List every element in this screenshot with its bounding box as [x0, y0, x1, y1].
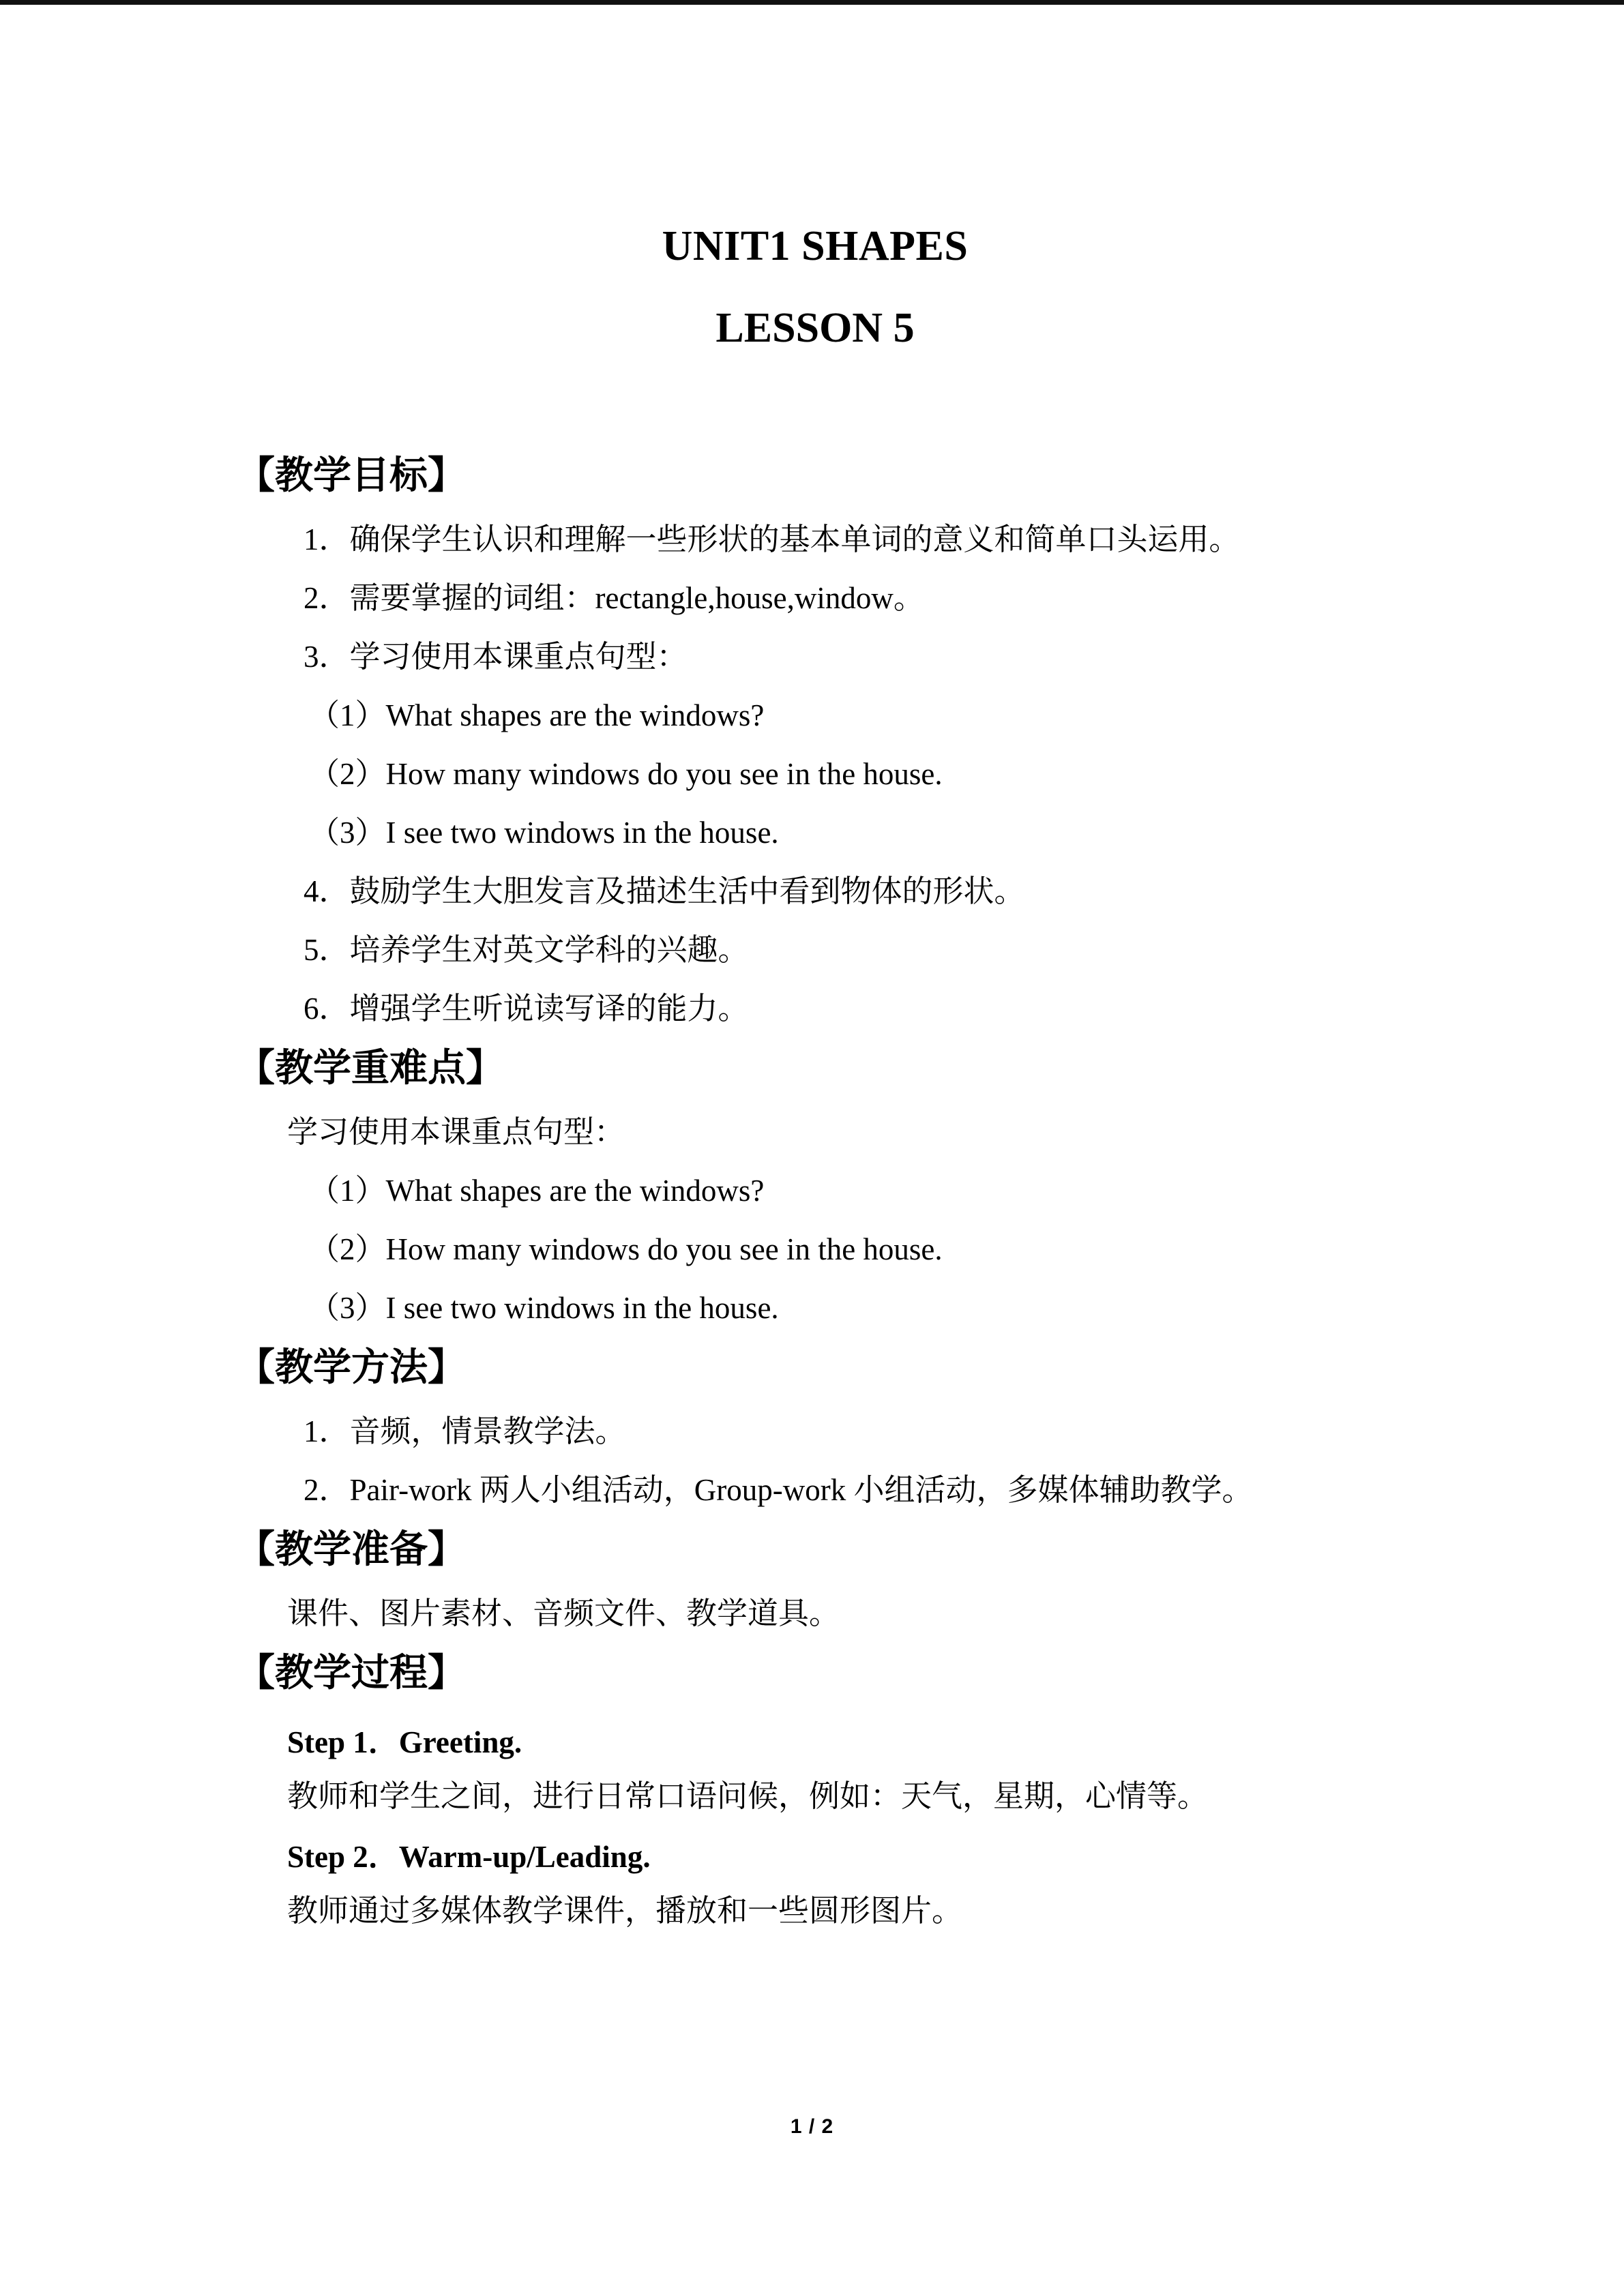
objectives-item-4: 4．鼓励学生大胆发言及描述生活中看到物体的形状。	[304, 874, 1025, 909]
objectives-item-1: 1．确保学生认识和理解一些形状的基本单词的意义和简单口头运用。	[304, 522, 1240, 557]
objectives-item-5: 5．培养学生对英文学科的兴趣。	[304, 933, 749, 968]
section-heading-preparation: 【教学准备】	[237, 1529, 466, 1572]
objectives-subitem-2: （2）How many windows do you see in the house.	[309, 757, 943, 792]
step-2-body: 教师通过多媒体教学课件，播放和一些圆形图片。	[287, 1894, 963, 1928]
preparation-text: 课件、图片素材、音频文件、教学道具。	[287, 1596, 840, 1631]
key-points-subitem-3: （3）I see two windows in the house.	[309, 1291, 779, 1326]
section-heading-key-points: 【教学重难点】	[237, 1047, 504, 1090]
objectives-item-6: 6．增强学生听说读写译的能力。	[304, 992, 749, 1026]
key-points-intro: 学习使用本课重点句型：	[287, 1115, 625, 1150]
step-1-title: Step 1．Greeting.	[287, 1725, 522, 1760]
section-heading-objectives: 【教学目标】	[237, 455, 466, 498]
key-points-subitem-1: （1）What shapes are the windows?	[309, 1174, 765, 1208]
page-footer: 1 / 2	[790, 2115, 834, 2138]
section-heading-procedure: 【教学过程】	[237, 1652, 466, 1695]
key-points-subitem-2: （2）How many windows do you see in the house.	[309, 1232, 943, 1267]
section-heading-methods: 【教学方法】	[237, 1347, 466, 1390]
objectives-item-3: 3．学习使用本课重点句型：	[304, 640, 688, 674]
page-title: UNIT1 SHAPES	[662, 223, 969, 269]
objectives-subitem-3: （3）I see two windows in the house.	[309, 816, 779, 850]
page-subtitle: LESSON 5	[715, 305, 915, 352]
step-2-title: Step 2．Warm-up/Leading.	[287, 1840, 651, 1875]
objectives-item-2: 2．需要掌握的词组：rectangle,house,window。	[304, 581, 924, 616]
objectives-subitem-1: （1）What shapes are the windows?	[309, 698, 765, 733]
step-1-body: 教师和学生之间，进行日常口语问候，例如：天气，星期，心情等。	[287, 1779, 1209, 1814]
document-content	[235, 5, 1395, 1926]
methods-item-2: 2．Pair-work 两人小组活动，Group-work 小组活动，多媒体辅助教学。	[304, 1473, 1253, 1508]
methods-item-1: 1．音频，情景教学法。	[304, 1414, 626, 1449]
